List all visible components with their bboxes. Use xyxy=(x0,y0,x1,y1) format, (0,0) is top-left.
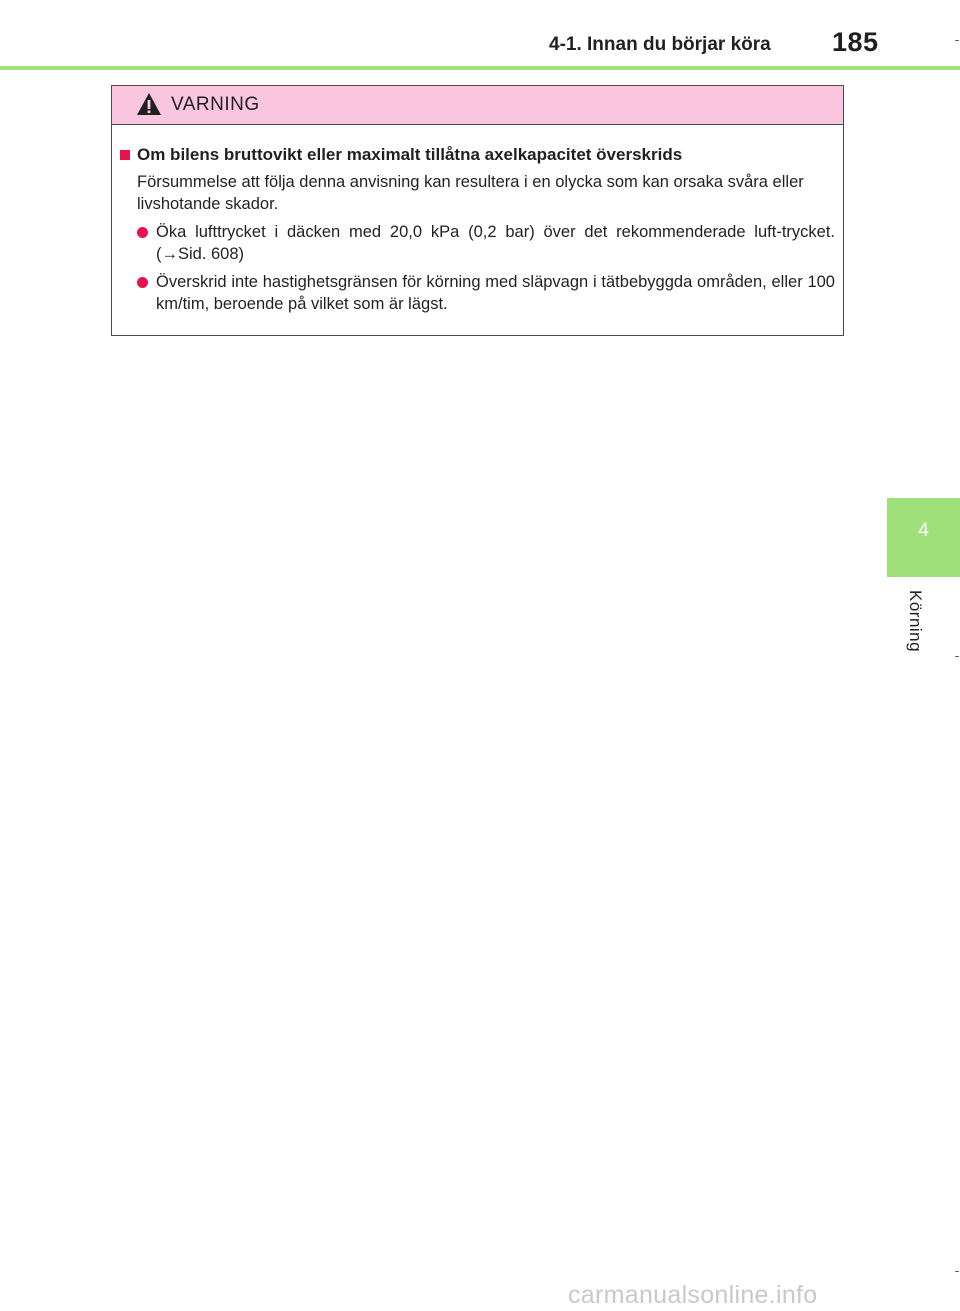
warning-header xyxy=(112,86,843,125)
warning-intro: Försummelse att följa denna anvisning kan resultera i en olycka som kan orsaka svåra eller livshotande skador. xyxy=(137,173,804,213)
section-title: 4-1. Innan du börjar köra xyxy=(549,34,771,55)
crop-mark xyxy=(955,1271,959,1272)
watermark: carmanualsonline.info xyxy=(568,1281,818,1309)
list-item-text: Öka lufttrycket i däcken med 20,0 kPa (0,2 bar) över det rekommenderade luft-trycket. (→Sid. 608) xyxy=(156,223,835,263)
bullet-dot-icon xyxy=(137,277,148,288)
warning-box xyxy=(111,85,844,336)
page-number: 185 xyxy=(832,27,879,57)
square-bullet-icon xyxy=(120,150,130,160)
warning-triangle-icon xyxy=(136,92,162,116)
list-item xyxy=(137,221,835,265)
list-item-text: Överskrid inte hastighetsgränsen för körning med släpvagn i tätbebyggda områden, eller 100 km/tim, beroende på vilket som är lägst. xyxy=(156,273,835,313)
header-rule xyxy=(0,66,960,70)
warning-label: VARNING xyxy=(171,94,260,115)
crop-mark xyxy=(955,656,959,657)
chapter-number: 4 xyxy=(918,520,929,541)
chapter-tab xyxy=(887,498,960,577)
warning-heading: Om bilens bruttovikt eller maximalt tillåtna axelkapacitet överskrids xyxy=(137,145,683,164)
chapter-label: Körning xyxy=(906,590,925,653)
bullet-dot-icon xyxy=(137,227,148,238)
warning-body xyxy=(112,125,843,315)
list-item xyxy=(137,271,835,315)
warning-heading-row xyxy=(120,145,835,165)
crop-mark xyxy=(955,40,959,41)
